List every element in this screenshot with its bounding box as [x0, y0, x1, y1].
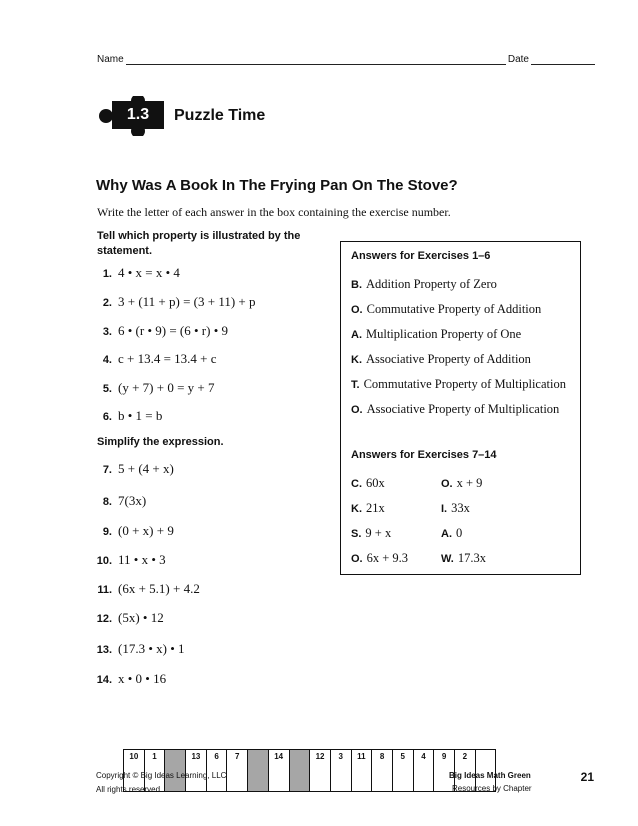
- answer-cell[interactable]: 11: [352, 750, 373, 791]
- answer-text: 6x + 9.3: [366, 551, 409, 565]
- exercise-number: 6.: [102, 411, 112, 423]
- answer-option: [351, 375, 566, 393]
- answer-cell: [290, 750, 311, 791]
- exercise-number: 9.: [102, 526, 112, 538]
- exercise-expression: (17.3 • x) • 1: [118, 641, 185, 656]
- exercise-item: [90, 522, 174, 540]
- answer-text: 9 + x: [365, 526, 392, 540]
- answer-cell[interactable]: 8: [372, 750, 393, 791]
- answer-option: [351, 549, 408, 567]
- page-number: 21: [580, 770, 594, 784]
- answer-cell[interactable]: 10: [124, 750, 145, 791]
- puzzle-title: Puzzle Time: [174, 107, 266, 124]
- answer-text: x + 9: [456, 476, 483, 490]
- exercise-expression: 7(3x): [118, 493, 147, 508]
- exercise-item: [90, 293, 256, 311]
- exercise-item: [90, 460, 174, 478]
- page-title: Why Was A Book In The Frying Pan On The Stove?: [96, 177, 458, 194]
- answer-letter: S.: [351, 528, 362, 540]
- exercise-expression: b • 1 = b: [118, 408, 163, 423]
- exercise-number: 2.: [102, 297, 112, 309]
- answer-letter: B.: [351, 279, 362, 291]
- section-badge: [112, 101, 164, 129]
- rights: All rights reserved.: [96, 785, 163, 794]
- answer-option: [351, 300, 541, 318]
- answer-letter: A.: [441, 528, 452, 540]
- exercise-expression: 4 • x = x • 4: [118, 265, 180, 280]
- answer-cell[interactable]: 4: [414, 750, 435, 791]
- answer-option: [351, 325, 521, 343]
- exercise-item: [90, 640, 185, 658]
- answer-letter: A.: [351, 329, 362, 341]
- answer-letter: O.: [351, 404, 363, 416]
- answer-text: 0: [456, 526, 463, 540]
- exercise-number: 5.: [102, 383, 112, 395]
- answer-option: [351, 350, 531, 368]
- answer-option: [441, 499, 470, 517]
- exercise-number: 7.: [102, 464, 112, 476]
- answer-letter: O.: [351, 553, 363, 565]
- exercise-item: [90, 551, 166, 569]
- answers-1-heading: Answers for Exercises 1–6: [351, 250, 491, 262]
- answer-cell[interactable]: 7: [227, 750, 248, 791]
- exercise-number: 14.: [96, 674, 112, 686]
- resources-label: Resources by Chapter: [452, 784, 532, 793]
- exercise-expression: 11 • x • 3: [118, 552, 166, 567]
- exercise-number: 10.: [96, 555, 112, 567]
- exercise-expression: (0 + x) + 9: [118, 523, 174, 538]
- answer-letter: O.: [441, 478, 453, 490]
- exercise-item: [90, 379, 214, 397]
- answer-text: 60x: [366, 476, 385, 490]
- exercise-number: 1.: [102, 268, 112, 280]
- answer-cell[interactable]: 13: [186, 750, 207, 791]
- exercise-number: 3.: [102, 326, 112, 338]
- answer-cell[interactable]: 5: [393, 750, 414, 791]
- answer-letter: K.: [351, 503, 362, 515]
- answer-text: Commutative Property of Addition: [366, 302, 542, 316]
- exercise-item: [90, 580, 200, 598]
- exercise-item: [90, 492, 146, 510]
- answer-text: 21x: [366, 501, 385, 515]
- answer-option: [441, 524, 462, 542]
- answer-option: [351, 474, 385, 492]
- answer-option: [351, 400, 559, 418]
- answer-cell[interactable]: 3: [331, 750, 352, 791]
- exercise-expression: (y + 7) + 0 = y + 7: [118, 380, 215, 395]
- exercise-number: 13.: [96, 644, 112, 656]
- answer-text: Commutative Property of Multiplication: [363, 377, 566, 391]
- answer-text: 17.3x: [457, 551, 486, 565]
- answer-option: [351, 524, 391, 542]
- exercise-expression: (5x) • 12: [118, 610, 164, 625]
- answer-option: [351, 275, 497, 293]
- answer-text: Multiplication Property of One: [366, 327, 522, 341]
- answer-letter: K.: [351, 354, 362, 366]
- name-label: Name: [97, 54, 124, 65]
- answer-text: Associative Property of Multiplication: [366, 402, 560, 416]
- answer-cell[interactable]: 6: [207, 750, 228, 791]
- exercise-number: 8.: [102, 496, 112, 508]
- section-1-prompt: Tell which property is illustrated by the statement.: [97, 230, 301, 257]
- exercise-expression: c + 13.4 = 13.4 + c: [118, 351, 217, 366]
- answer-letter: W.: [441, 553, 454, 565]
- answer-cell[interactable]: 12: [310, 750, 331, 791]
- date-field[interactable]: [531, 54, 595, 65]
- exercise-item: [90, 322, 228, 340]
- name-field[interactable]: [126, 54, 506, 65]
- exercise-item: [90, 407, 162, 425]
- exercise-item: [90, 670, 166, 688]
- answer-cell[interactable]: 1: [145, 750, 166, 791]
- exercise-item: [90, 264, 180, 282]
- answer-cell[interactable]: 2: [455, 750, 476, 791]
- answer-text: Associative Property of Addition: [366, 352, 531, 366]
- answer-letter: C.: [351, 478, 362, 490]
- answer-cell: [248, 750, 269, 791]
- answer-option: [441, 549, 486, 567]
- answer-option: [351, 499, 385, 517]
- exercise-expression: 3 + (11 + p) = (3 + 11) + p: [118, 294, 256, 309]
- exercise-expression: 6 • (r • 9) = (6 • r) • 9: [118, 323, 229, 338]
- answer-letter: O.: [351, 304, 363, 316]
- exercise-item: [90, 350, 217, 368]
- answer-cell[interactable]: 14: [269, 750, 290, 791]
- exercise-item: [90, 609, 164, 627]
- answer-letter: T.: [351, 379, 360, 391]
- exercise-number: 12.: [96, 613, 112, 625]
- name-date-line: [97, 54, 597, 65]
- exercise-expression: x • 0 • 16: [118, 671, 167, 686]
- answer-text: Addition Property of Zero: [366, 277, 497, 291]
- copyright: Copyright © Big Ideas Learning, LLC: [96, 771, 227, 780]
- answer-text: 33x: [451, 501, 470, 515]
- answer-option: [441, 474, 482, 492]
- answer-box: [340, 241, 581, 575]
- answer-cell[interactable]: 9: [434, 750, 455, 791]
- date-label: Date: [507, 54, 529, 65]
- exercise-number: 11.: [97, 584, 112, 596]
- exercise-expression: 5 + (4 + x): [118, 461, 174, 476]
- answer-letter: I.: [441, 503, 448, 515]
- section-number: 1.3: [126, 106, 150, 123]
- instructions: Write the letter of each answer in the box containing the exercise number.: [97, 205, 451, 219]
- exercise-number: 4.: [102, 354, 112, 366]
- exercise-expression: (6x + 5.1) + 4.2: [118, 581, 200, 596]
- book-title: Big Ideas Math Green: [449, 771, 531, 780]
- answers-2-heading: Answers for Exercises 7–14: [351, 449, 497, 461]
- section-2-prompt: Simplify the expression.: [97, 436, 224, 448]
